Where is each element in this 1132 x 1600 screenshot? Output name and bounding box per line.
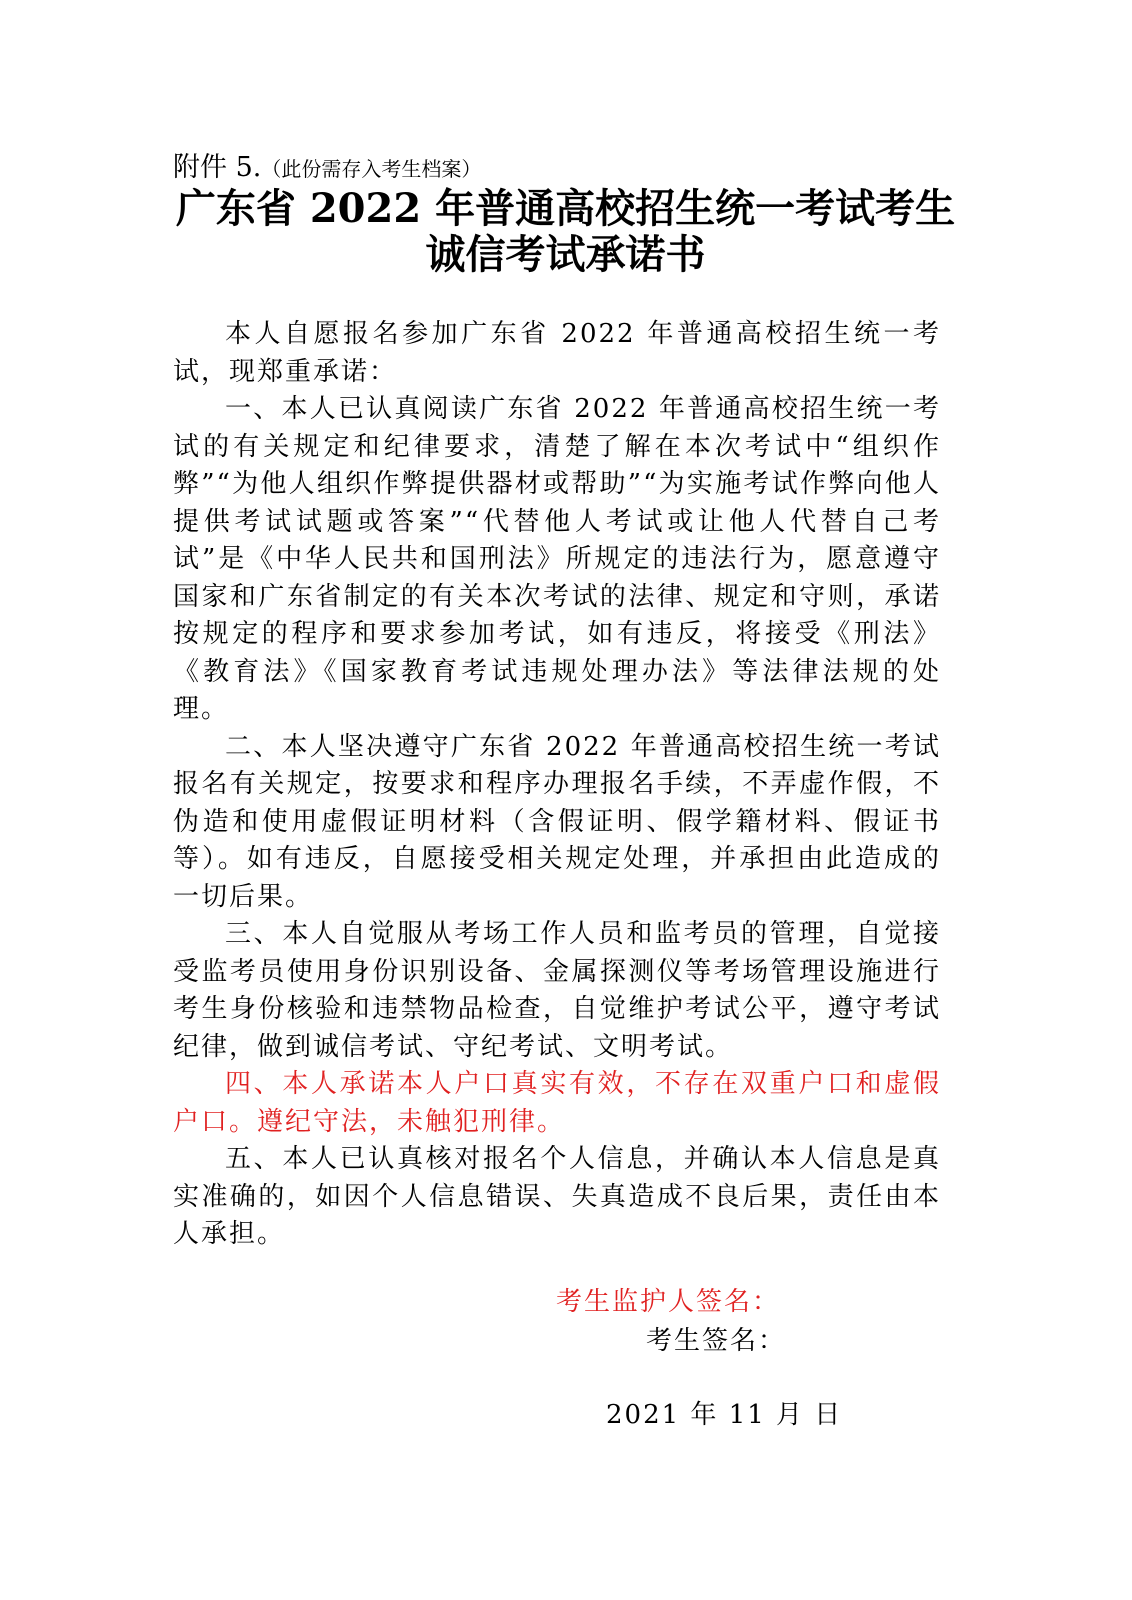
guardian-signature-label: 考生监护人签名：: [556, 1287, 781, 1317]
pledge-item-3: 三、本人自觉服从考场工作人员和监考员的管理，自觉接受监考员使用身份识别设备、金属探测仪等考场管理设施进行考生身份核验和违禁物品检查，自觉维护考试公平，遵守考试纪律，做到诚信考试、守纪考试、文明考试。: [173, 919, 941, 1062]
pledge-item-4: 四、本人承诺本人户口真实有效，不存在双重户口和虚假户口。遵纪守法，未触犯刑律。: [173, 1069, 941, 1137]
attachment-note: （此份需存入考生档案）: [261, 157, 482, 181]
attachment-header: [173, 151, 481, 186]
attachment-label: 附件 5.: [173, 152, 262, 183]
pledge-item-5: 五、本人已认真核对报名个人信息，并确认本人信息是真实准确的，如因个人信息错误、失真造成不良后果，责任由本人承担。: [173, 1144, 941, 1249]
pledge-item-1: 一、本人已认真阅读广东省 2022 年普通高校招生统一考试的有关规定和纪律要求，清楚了解在本次考试中“组织作弊”“为他人组织作弊提供器材或帮助”“为实施考试作弊向他人提供考试试题或答案”“代替他人考试或让他人代替自己考试”是《中华人民共和国刑法》所规定的违法行为，愿意遵守国家和广东省制定的有关本次考试的法律、规定和守则，承诺按规定的程序和要求参加考试，如有违反，将接受《刑法》《教育法》《国家教育考试违规处理办法》等法律法规的处理。: [173, 394, 941, 724]
pledge-item-2: 二、本人坚决遵守广东省 2022 年普通高校招生统一考试报名有关规定，按要求和程序办理报名手续，不弄虚作假，不伪造和使用虚假证明材料（含假证明、假学籍材料、假证书等）。如有违反，自愿接受相关规定处理，并承担由此造成的一切后果。: [173, 731, 941, 912]
student-signature-label: 考生签名：: [646, 1326, 787, 1356]
pledge-intro: 本人自愿报名参加广东省 2022 年普通高校招生统一考试，现郑重承诺：: [173, 319, 941, 387]
pledge-body: [173, 316, 941, 1254]
document-title-line1: 广东省 2022 年普通高校招生统一考试考生: [175, 185, 956, 232]
document-title-line2: 诚信考试承诺书: [425, 231, 706, 278]
signature-date: 2021 年 11 月 日: [606, 1400, 843, 1430]
